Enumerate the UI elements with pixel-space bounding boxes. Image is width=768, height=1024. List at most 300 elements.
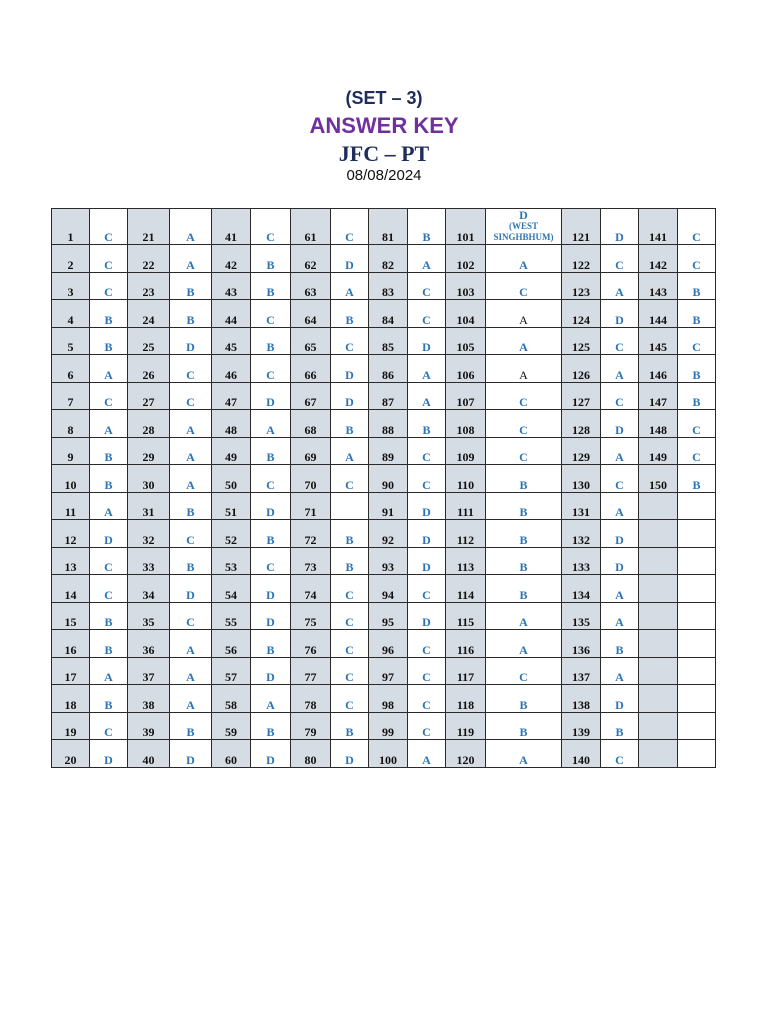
answer-cell: C: [90, 245, 128, 273]
answer-cell: A: [170, 437, 212, 465]
answer-cell: A: [251, 410, 291, 438]
question-number: 49: [212, 437, 251, 465]
question-number: 12: [52, 520, 90, 548]
answer-cell: A: [408, 740, 446, 768]
answer-cell: C: [408, 685, 446, 713]
answer-cell: D: [601, 520, 639, 548]
answer-cell: D: [408, 520, 446, 548]
question-number: 93: [369, 547, 408, 575]
question-number: 105: [446, 327, 486, 355]
answer-cell: B: [486, 465, 562, 493]
question-number: 61: [291, 209, 331, 245]
table-row: [52, 382, 716, 410]
question-number: 16: [52, 630, 90, 658]
answer-cell: C: [486, 437, 562, 465]
answer-cell: C: [170, 602, 212, 630]
question-number: 36: [128, 630, 170, 658]
answer-cell: A: [601, 602, 639, 630]
answer-cell: D: [251, 602, 291, 630]
answer-cell: A: [170, 410, 212, 438]
empty-cell: [678, 712, 716, 740]
table-row: [52, 657, 716, 685]
answer-cell: A: [486, 630, 562, 658]
question-number: 101: [446, 209, 486, 245]
question-number: 88: [369, 410, 408, 438]
answer-cell: C: [170, 355, 212, 383]
question-number: 8: [52, 410, 90, 438]
answer-cell: C: [90, 575, 128, 603]
answer-cell: B: [170, 300, 212, 328]
answer-cell: B: [251, 712, 291, 740]
question-number: 31: [128, 492, 170, 520]
question-number: 72: [291, 520, 331, 548]
question-number: 85: [369, 327, 408, 355]
empty-cell: [678, 547, 716, 575]
answer-value: D: [519, 208, 528, 222]
answer-cell: B: [251, 630, 291, 658]
answer-cell: A: [408, 382, 446, 410]
page-title: ANSWER KEY: [309, 113, 459, 138]
question-number: 45: [212, 327, 251, 355]
question-number: 25: [128, 327, 170, 355]
question-number: 46: [212, 355, 251, 383]
question-number: 116: [446, 630, 486, 658]
answer-cell: C: [408, 575, 446, 603]
question-number: 63: [291, 272, 331, 300]
question-number: 75: [291, 602, 331, 630]
question-number: 84: [369, 300, 408, 328]
table-row: [52, 630, 716, 658]
answer-cell: C: [331, 327, 369, 355]
empty-cell: [639, 520, 678, 548]
question-number: 1: [52, 209, 90, 245]
answer-cell: B: [90, 630, 128, 658]
answer-cell: A: [170, 209, 212, 245]
question-number: 69: [291, 437, 331, 465]
answer-cell: D: [251, 492, 291, 520]
question-number: 106: [446, 355, 486, 383]
answer-cell: D: [601, 209, 639, 245]
answer-cell: C: [408, 465, 446, 493]
question-number: 108: [446, 410, 486, 438]
question-number: 100: [369, 740, 408, 768]
question-number: 68: [291, 410, 331, 438]
empty-cell: [678, 630, 716, 658]
answer-cell: C: [251, 465, 291, 493]
question-number: 115: [446, 602, 486, 630]
question-number: 145: [639, 327, 678, 355]
question-number: 104: [446, 300, 486, 328]
answer-cell: D: [331, 740, 369, 768]
answer-cell: B: [251, 437, 291, 465]
answer-cell: C: [251, 209, 291, 245]
question-number: 122: [562, 245, 601, 273]
question-number: 50: [212, 465, 251, 493]
table-row: [52, 712, 716, 740]
answer-cell: B: [90, 437, 128, 465]
answer-cell: A: [601, 492, 639, 520]
answer-cell: D: [251, 657, 291, 685]
empty-cell: [678, 575, 716, 603]
question-number: 4: [52, 300, 90, 328]
answer-cell: C: [331, 575, 369, 603]
answer-cell: B: [251, 520, 291, 548]
answer-cell: B: [90, 300, 128, 328]
question-number: 82: [369, 245, 408, 273]
answer-cell: D: [331, 355, 369, 383]
answer-cell: B: [331, 547, 369, 575]
answer-cell: B: [90, 327, 128, 355]
answer-cell: A: [170, 630, 212, 658]
empty-cell: [639, 575, 678, 603]
question-number: 20: [52, 740, 90, 768]
question-number: 137: [562, 657, 601, 685]
question-number: 118: [446, 685, 486, 713]
answer-cell: B: [90, 465, 128, 493]
answer-cell: [486, 209, 562, 245]
table-row: [52, 209, 716, 245]
answer-cell: C: [408, 300, 446, 328]
question-number: 35: [128, 602, 170, 630]
answer-cell: C: [90, 272, 128, 300]
question-number: 102: [446, 245, 486, 273]
answer-cell: C: [251, 355, 291, 383]
answer-cell: C: [90, 382, 128, 410]
answer-cell: A: [486, 740, 562, 768]
answer-cell: A: [601, 437, 639, 465]
answer-cell: A: [486, 300, 562, 328]
answer-cell: C: [331, 209, 369, 245]
question-number: 22: [128, 245, 170, 273]
question-number: 47: [212, 382, 251, 410]
question-number: 90: [369, 465, 408, 493]
answer-cell: B: [251, 327, 291, 355]
question-number: 56: [212, 630, 251, 658]
question-number: 131: [562, 492, 601, 520]
answer-cell: B: [601, 630, 639, 658]
answer-cell: B: [331, 300, 369, 328]
question-number: 142: [639, 245, 678, 273]
answer-cell: B: [408, 410, 446, 438]
table-row: [52, 492, 716, 520]
answer-cell: B: [90, 685, 128, 713]
question-number: 6: [52, 355, 90, 383]
answer-cell: B: [678, 465, 716, 493]
answer-cell: D: [601, 300, 639, 328]
answer-cell: B: [170, 547, 212, 575]
question-number: 77: [291, 657, 331, 685]
answer-cell: D: [170, 327, 212, 355]
question-number: 79: [291, 712, 331, 740]
answer-cell: A: [486, 327, 562, 355]
empty-cell: [678, 602, 716, 630]
question-number: 107: [446, 382, 486, 410]
question-number: 26: [128, 355, 170, 383]
answer-cell: D: [251, 382, 291, 410]
question-number: 43: [212, 272, 251, 300]
answer-cell: B: [90, 602, 128, 630]
question-number: 140: [562, 740, 601, 768]
exam-date: 08/08/2024: [346, 167, 422, 184]
answer-cell: C: [486, 272, 562, 300]
answer-cell: B: [486, 685, 562, 713]
answer-cell: C: [170, 520, 212, 548]
question-number: 109: [446, 437, 486, 465]
answer-cell: D: [90, 740, 128, 768]
answer-cell: D: [170, 740, 212, 768]
empty-cell: [639, 547, 678, 575]
answer-cell: C: [678, 410, 716, 438]
question-number: 136: [562, 630, 601, 658]
answer-cell: A: [408, 245, 446, 273]
answer-cell: [331, 492, 369, 520]
answer-cell: B: [678, 355, 716, 383]
question-number: 81: [369, 209, 408, 245]
empty-cell: [678, 520, 716, 548]
question-number: 95: [369, 602, 408, 630]
question-number: 143: [639, 272, 678, 300]
question-number: 55: [212, 602, 251, 630]
answer-cell: D: [331, 382, 369, 410]
question-number: 21: [128, 209, 170, 245]
question-number: 2: [52, 245, 90, 273]
answer-cell: C: [678, 209, 716, 245]
answer-cell: B: [678, 272, 716, 300]
question-number: 121: [562, 209, 601, 245]
question-number: 28: [128, 410, 170, 438]
answer-cell: C: [408, 630, 446, 658]
empty-cell: [639, 630, 678, 658]
answer-cell: C: [408, 437, 446, 465]
question-number: 87: [369, 382, 408, 410]
empty-cell: [639, 492, 678, 520]
answer-cell: B: [486, 492, 562, 520]
answer-cell: D: [408, 602, 446, 630]
answer-note: (WEST SINGHBHUM): [493, 221, 554, 242]
answer-cell: D: [408, 547, 446, 575]
question-number: 32: [128, 520, 170, 548]
answer-cell: B: [408, 209, 446, 245]
answer-cell: B: [331, 410, 369, 438]
question-number: 76: [291, 630, 331, 658]
answer-cell: C: [408, 657, 446, 685]
question-number: 148: [639, 410, 678, 438]
answer-key-table: [51, 208, 716, 768]
question-number: 24: [128, 300, 170, 328]
answer-cell: B: [170, 272, 212, 300]
answer-cell: C: [486, 410, 562, 438]
question-number: 23: [128, 272, 170, 300]
question-number: 130: [562, 465, 601, 493]
table-row: [52, 327, 716, 355]
question-number: 51: [212, 492, 251, 520]
answer-cell: C: [678, 327, 716, 355]
answer-cell: C: [251, 300, 291, 328]
answer-cell: C: [486, 382, 562, 410]
answer-cell: D: [601, 685, 639, 713]
question-number: 33: [128, 547, 170, 575]
empty-cell: [639, 740, 678, 768]
question-number: 89: [369, 437, 408, 465]
table-row: [52, 602, 716, 630]
question-number: 128: [562, 410, 601, 438]
answer-cell: C: [601, 465, 639, 493]
answer-cell: D: [408, 492, 446, 520]
question-number: 38: [128, 685, 170, 713]
question-number: 67: [291, 382, 331, 410]
answer-cell: C: [486, 657, 562, 685]
question-number: 91: [369, 492, 408, 520]
question-number: 144: [639, 300, 678, 328]
question-number: 74: [291, 575, 331, 603]
empty-cell: [678, 740, 716, 768]
table-row: [52, 465, 716, 493]
answer-cell: B: [251, 245, 291, 273]
question-number: 57: [212, 657, 251, 685]
question-number: 103: [446, 272, 486, 300]
table-row: [52, 245, 716, 273]
question-number: 134: [562, 575, 601, 603]
question-number: 29: [128, 437, 170, 465]
question-number: 110: [446, 465, 486, 493]
question-number: 146: [639, 355, 678, 383]
answer-cell: A: [601, 272, 639, 300]
question-number: 54: [212, 575, 251, 603]
question-number: 41: [212, 209, 251, 245]
answer-cell: C: [170, 382, 212, 410]
question-number: 42: [212, 245, 251, 273]
table-row: [52, 272, 716, 300]
question-number: 96: [369, 630, 408, 658]
question-number: 138: [562, 685, 601, 713]
answer-cell: A: [170, 245, 212, 273]
question-number: 5: [52, 327, 90, 355]
answer-cell: A: [90, 492, 128, 520]
question-number: 117: [446, 657, 486, 685]
table-row: [52, 410, 716, 438]
answer-cell: A: [170, 657, 212, 685]
question-number: 7: [52, 382, 90, 410]
question-number: 15: [52, 602, 90, 630]
answer-cell: A: [486, 245, 562, 273]
question-number: 27: [128, 382, 170, 410]
answer-cell: B: [486, 712, 562, 740]
question-number: 119: [446, 712, 486, 740]
question-number: 125: [562, 327, 601, 355]
answer-cell: B: [170, 712, 212, 740]
question-number: 17: [52, 657, 90, 685]
question-number: 18: [52, 685, 90, 713]
question-number: 3: [52, 272, 90, 300]
question-number: 10: [52, 465, 90, 493]
question-number: 64: [291, 300, 331, 328]
question-number: 78: [291, 685, 331, 713]
answer-cell: C: [331, 630, 369, 658]
question-number: 141: [639, 209, 678, 245]
question-number: 126: [562, 355, 601, 383]
question-number: 11: [52, 492, 90, 520]
answer-cell: C: [408, 272, 446, 300]
answer-cell: B: [678, 382, 716, 410]
question-number: 9: [52, 437, 90, 465]
answer-cell: A: [170, 685, 212, 713]
question-number: 60: [212, 740, 251, 768]
empty-cell: [678, 492, 716, 520]
question-number: 86: [369, 355, 408, 383]
question-number: 139: [562, 712, 601, 740]
question-number: 30: [128, 465, 170, 493]
answer-cell: C: [331, 685, 369, 713]
question-number: 129: [562, 437, 601, 465]
answer-cell: C: [331, 657, 369, 685]
question-number: 59: [212, 712, 251, 740]
question-number: 70: [291, 465, 331, 493]
question-number: 19: [52, 712, 90, 740]
answer-cell: A: [90, 657, 128, 685]
answer-cell: C: [678, 245, 716, 273]
question-number: 94: [369, 575, 408, 603]
question-number: 114: [446, 575, 486, 603]
question-number: 127: [562, 382, 601, 410]
question-number: 123: [562, 272, 601, 300]
answer-cell: C: [601, 740, 639, 768]
answer-cell: C: [90, 712, 128, 740]
empty-cell: [639, 712, 678, 740]
table-row: [52, 300, 716, 328]
exam-name: JFC – PT: [338, 141, 430, 166]
question-number: 133: [562, 547, 601, 575]
question-number: 44: [212, 300, 251, 328]
answer-cell: A: [90, 410, 128, 438]
answer-cell: C: [331, 602, 369, 630]
answer-cell: A: [486, 355, 562, 383]
answer-cell: D: [408, 327, 446, 355]
answer-cell: B: [486, 547, 562, 575]
question-number: 149: [639, 437, 678, 465]
answer-cell: D: [170, 575, 212, 603]
answer-cell: B: [331, 712, 369, 740]
answer-cell: D: [251, 575, 291, 603]
answer-cell: D: [601, 547, 639, 575]
answer-cell: A: [331, 437, 369, 465]
question-number: 120: [446, 740, 486, 768]
answer-cell: B: [486, 520, 562, 548]
question-number: 147: [639, 382, 678, 410]
answer-cell: C: [678, 437, 716, 465]
answer-cell: C: [90, 547, 128, 575]
question-number: 66: [291, 355, 331, 383]
question-number: 65: [291, 327, 331, 355]
table-row: [52, 355, 716, 383]
table-row: [52, 547, 716, 575]
answer-cell: B: [251, 272, 291, 300]
answer-cell: A: [408, 355, 446, 383]
question-number: 80: [291, 740, 331, 768]
answer-cell: D: [331, 245, 369, 273]
question-number: 150: [639, 465, 678, 493]
question-number: 71: [291, 492, 331, 520]
answer-cell: C: [601, 382, 639, 410]
empty-cell: [678, 657, 716, 685]
answer-cell: C: [251, 547, 291, 575]
question-number: 39: [128, 712, 170, 740]
answer-cell: B: [486, 575, 562, 603]
table-row: [52, 437, 716, 465]
answer-cell: B: [170, 492, 212, 520]
question-number: 83: [369, 272, 408, 300]
question-number: 40: [128, 740, 170, 768]
empty-cell: [639, 657, 678, 685]
